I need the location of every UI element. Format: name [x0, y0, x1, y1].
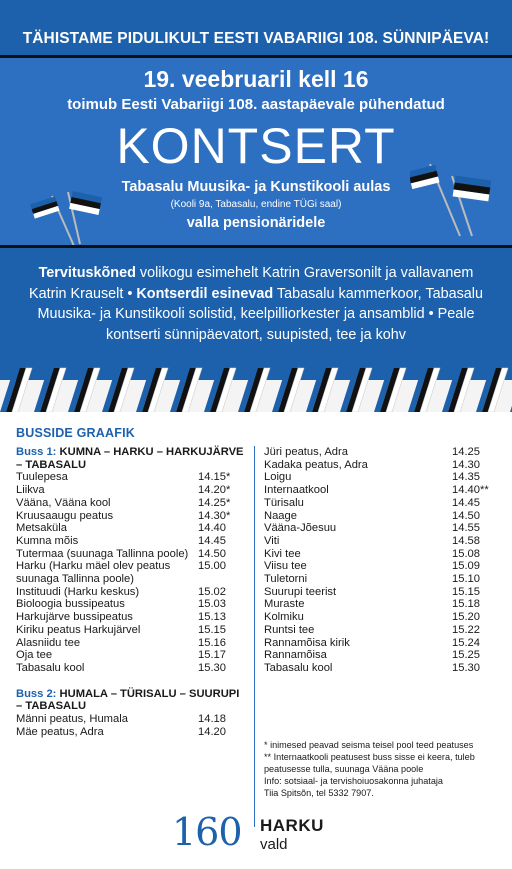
logo-sub: vald [260, 836, 288, 853]
stop-name: Vääna, Vääna kool [16, 496, 111, 509]
stop-name: Jüri peatus, Adra [264, 446, 348, 458]
departure-time: 14.55 [452, 522, 480, 535]
column-divider [254, 446, 255, 827]
bus2-number: Buss 2: [16, 687, 57, 700]
event-venue: Tabasalu Muusika- ja Kunstikooli aulas [121, 179, 391, 195]
stop-name: Vääna-Jõesuu [264, 522, 337, 535]
event-title: KONTSERT [116, 118, 396, 174]
schedule-row [264, 624, 500, 637]
stop-name: Runtsi tee [264, 623, 315, 636]
stop-name: Tutermaa (suunaga Tallinna poole) [16, 547, 189, 560]
stop-name: Alasniidu tee [16, 636, 81, 649]
departure-time: 14.50 [198, 547, 226, 560]
departure-time: 15.15 [452, 585, 480, 598]
estonian-flags-left-icon [30, 188, 110, 248]
schedule-row [264, 446, 500, 459]
departure-time: 15.20 [452, 611, 480, 624]
stop-name: Loigu [264, 471, 292, 484]
stop-name: Muraste [264, 598, 305, 611]
schedule-notes [264, 739, 508, 799]
schedule-row [16, 522, 246, 535]
departure-time: 14.50 [452, 509, 480, 522]
departure-time: 15.24 [452, 636, 480, 649]
departure-time: 15.25 [452, 649, 480, 662]
stop-name: Kolmiku [264, 611, 304, 624]
schedule-row [264, 484, 500, 497]
stop-name: Kumna mõis [16, 534, 79, 547]
schedule-row [264, 522, 500, 535]
departure-time: 15.16 [198, 636, 226, 649]
schedule-row [264, 649, 500, 662]
departure-time: 15.03 [198, 598, 226, 611]
event-subtitle: toimub Eesti Vabariigi 108. aastapäevale pühendatud [67, 96, 445, 113]
stop-name: Harkujärve bussipeatus [16, 611, 133, 624]
schedule-row [16, 535, 246, 548]
schedule-row [16, 713, 246, 726]
stop-name: Kiriku peatus Harkujärvel [16, 623, 141, 636]
stop-name: Männi peatus, Humala [16, 713, 128, 726]
departure-time: 15.09 [452, 560, 480, 573]
schedule-row [16, 560, 246, 585]
schedule-row [264, 535, 500, 548]
bus-schedule [0, 412, 512, 869]
stop-name: Kruusaaugu peatus [16, 509, 114, 522]
schedule-row [264, 637, 500, 650]
departure-time: 14.25 [452, 446, 480, 458]
stop-name: Türisalu [264, 496, 304, 509]
stop-name: Bioloogia bussipeatus [16, 598, 125, 611]
stop-name: Viti [264, 534, 280, 547]
stop-name: Tabasalu kool [16, 661, 85, 674]
note-info: Info: sotsiaal- ja tervishoiuosakonna juhataja [264, 776, 443, 786]
stop-name: Oja tee [16, 649, 53, 662]
schedule-row [16, 548, 246, 561]
schedule-left-column [16, 446, 246, 738]
stop-name: Mäe peatus, Adra [16, 725, 104, 738]
stop-name: Harku (Harku mäel olev peatus suunaga Tallinna poole) [16, 560, 171, 586]
schedule-row [264, 598, 500, 611]
harku-vald-logo [168, 810, 348, 858]
top-banner [0, 0, 512, 58]
departure-time: 14.20 [198, 725, 226, 738]
bus2-stop-list-right [264, 446, 500, 675]
departure-time: 15.10 [452, 573, 480, 586]
stop-name: Liikva [16, 484, 45, 497]
hero-section [0, 58, 512, 248]
performers-text: Tabasalu kammerkoor, Tabasalu Muusika- ja Kunstikooli solistid, keelpilliorkester ja ansamblid • Peale kontserti sünnipäevatort, suupisted, tee ja kohv [37, 285, 484, 343]
departure-time: 15.22 [452, 623, 480, 636]
schedule-row [264, 510, 500, 523]
stop-name: Metsaküla [16, 522, 67, 535]
logo-name: HARKU [260, 816, 324, 835]
stop-name: Tabasalu kool [264, 661, 333, 674]
bus1-route: KUMNA – HARKU – HARKUJÄRVE – TABASALU [16, 446, 244, 471]
schedule-row [16, 484, 246, 497]
departure-time: 15.30 [198, 661, 226, 674]
departure-time: 14.18 [198, 713, 226, 726]
departure-time: 14.45 [452, 496, 480, 509]
schedule-row [16, 662, 246, 675]
departure-time: 15.13 [198, 611, 226, 624]
schedule-row [264, 497, 500, 510]
bus1-heading [16, 446, 246, 471]
schedule-row [16, 611, 246, 624]
schedule-row [264, 548, 500, 561]
estonian-flags-right-icon [410, 158, 500, 238]
bus1-stop-list [16, 471, 246, 674]
stop-name: Kadaka peatus, Adra [264, 458, 368, 471]
greetings-label: Tervituskõned [38, 265, 136, 281]
departure-time: 15.30 [452, 661, 480, 674]
stop-name: Viisu tee [264, 560, 307, 573]
stop-name: Suurupi teerist [264, 585, 337, 598]
event-date: 19. veebruaril kell 16 [143, 66, 369, 92]
departure-time: 14.40** [452, 484, 489, 497]
schedule-row [16, 510, 246, 523]
event-audience: valla pensionäridele [186, 215, 326, 231]
stop-name: Instituudi (Harku keskus) [16, 585, 140, 598]
schedule-right-column [264, 446, 500, 675]
schedule-row [16, 649, 246, 662]
departure-time: 15.17 [198, 649, 226, 662]
note-single-star: * inimesed peavad seisma teisel pool teed peatuses [264, 740, 474, 750]
departure-time: 15.00 [198, 560, 226, 573]
departure-time: 14.20* [198, 484, 231, 497]
departure-time: 15.08 [452, 547, 480, 560]
schedule-row [264, 471, 500, 484]
logo-number: 160 [172, 810, 242, 854]
departure-time: 15.15 [198, 623, 226, 636]
schedule-row [16, 624, 246, 637]
schedule-title: BUSSIDE GRAAFIK [16, 426, 135, 440]
departure-time: 14.25* [198, 496, 231, 509]
schedule-row [16, 726, 246, 739]
stop-name: Internaatkool [264, 484, 329, 497]
departure-time: 14.58 [452, 534, 480, 547]
bus2-stop-list-left [16, 713, 246, 738]
event-address: (Kooli 9a, Tabasalu, endine TÜGi saal) [170, 199, 342, 210]
stop-name: Kivi tee [264, 547, 301, 560]
departure-time: 14.35 [452, 471, 480, 484]
schedule-row [264, 560, 500, 573]
schedule-row [264, 573, 500, 586]
bus2-route: HUMALA – TÜRISALU – SUURUPI – TABASALU [16, 687, 240, 713]
departure-time: 14.40 [198, 522, 226, 535]
departure-time: 15.02 [198, 585, 226, 598]
stop-name: Tuulepesa [16, 471, 68, 484]
departure-time: 14.45 [198, 534, 226, 547]
schedule-row [264, 586, 500, 599]
stop-name: Naage [264, 509, 297, 522]
departure-time: 14.30* [198, 509, 231, 522]
schedule-row [16, 637, 246, 650]
stop-name: Rannamõisa kirik [264, 636, 350, 649]
schedule-row [264, 459, 500, 472]
schedule-row [264, 611, 500, 624]
schedule-row [16, 471, 246, 484]
departure-time: 14.30 [452, 458, 480, 471]
program-text [28, 263, 484, 345]
tricolor-ribbon [0, 360, 512, 412]
performers-label: Kontserdil esinevad [136, 285, 274, 302]
bus1-number: Buss 1: [16, 446, 57, 458]
stop-name: Rannamõisa [264, 649, 327, 662]
schedule-row [16, 497, 246, 510]
schedule-row [16, 586, 246, 599]
schedule-row [264, 662, 500, 675]
note-double-star: ** Internaatkooli peatusest buss sisse ei keera, tuleb peatusesse tulla, suunaga Vääna poole [264, 752, 475, 774]
stop-name: Tuletorni [264, 573, 308, 586]
greetings-text: volikogu esimehelt Katrin Graversonilt ja vallavanem Katrin Krauselt • [28, 265, 474, 302]
banner-text: TÄHISTAME PIDULIKULT EESTI VABARIIGI 108. SÜNNIPÄEVA! [22, 30, 490, 47]
bus2-heading [16, 688, 246, 713]
departure-time: 14.15* [198, 471, 231, 484]
note-contact: Tiia Spitsõn, tel 5332 7907. [264, 788, 374, 798]
schedule-row [16, 598, 246, 611]
departure-time: 15.18 [452, 598, 480, 611]
